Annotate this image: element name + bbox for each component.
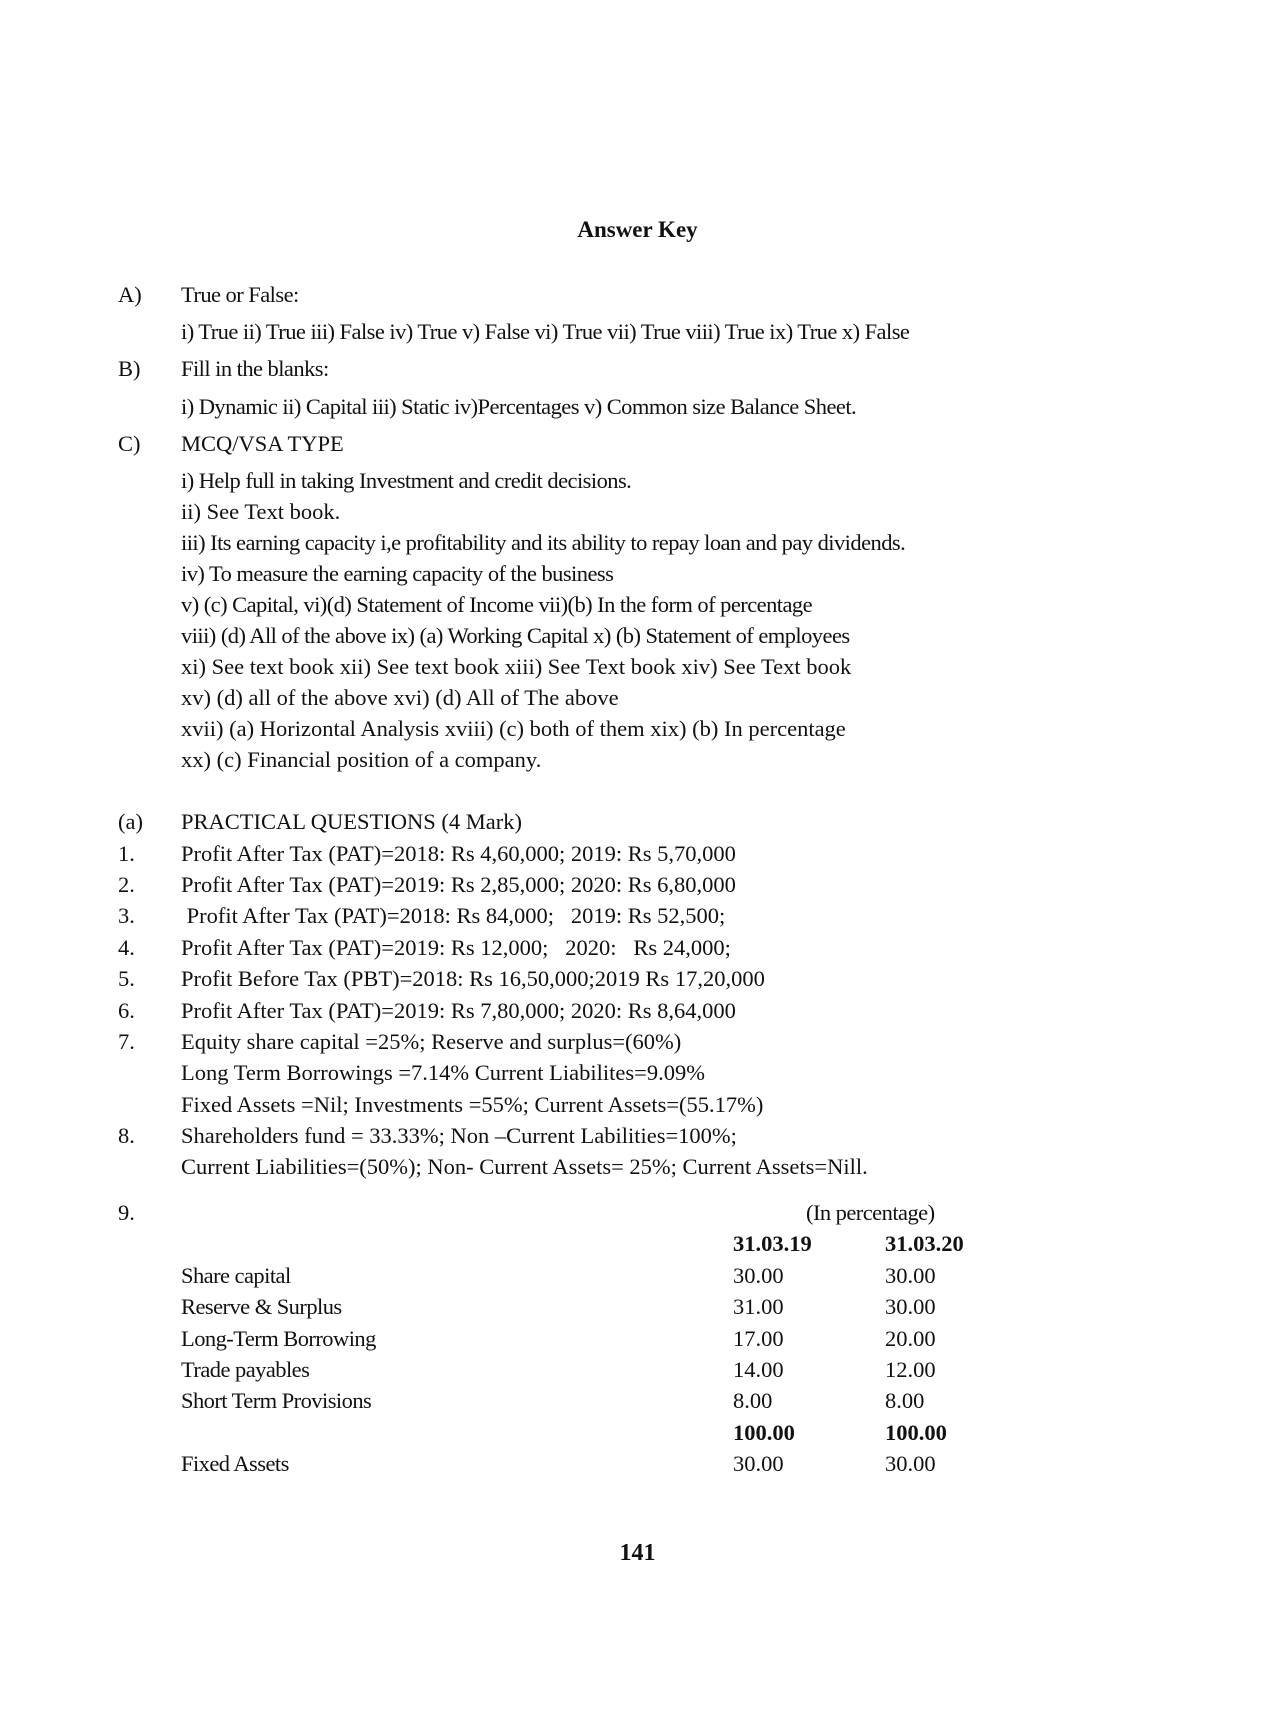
section-c-line: xv) (d) all of the above xvi) (d) All of The above — [181, 685, 619, 710]
q9-row-value: 8.00 — [733, 1388, 773, 1413]
section-c-line: viii) (d) All of the above ix) (a) Working Capital x) (b) Statement of employees — [181, 623, 850, 648]
practical-item-text: Profit After Tax (PAT)=2019: Rs 7,80,000; 2020: Rs 8,64,000 — [181, 998, 736, 1023]
practical-item-number: 7. — [118, 1029, 135, 1054]
practical-item-text: Shareholders fund = 33.33%; Non –Current Labilities=100%; — [181, 1123, 737, 1148]
q9-total-value: 100.00 — [885, 1420, 947, 1445]
q9-row-label: Fixed Assets — [181, 1451, 289, 1476]
q9-row-label: Reserve & Surplus — [181, 1294, 342, 1319]
q9-row-value: 8.00 — [885, 1388, 925, 1413]
practical-heading: PRACTICAL QUESTIONS (4 Mark) — [181, 809, 523, 834]
q9-row-value: 30.00 — [885, 1294, 936, 1319]
q9-unit-note: (In percentage) — [806, 1200, 935, 1225]
practical-item-number: 1. — [118, 841, 135, 866]
section-c-label: C) — [118, 431, 141, 456]
section-c-line: xi) See text book xii) See text book xiii) See Text book xiv) See Text book — [181, 654, 852, 679]
practical-item-text: Profit After Tax (PAT)=2018: Rs 84,000; 2019: Rs 52,500; — [181, 903, 726, 928]
practical-item-number: 3. — [118, 903, 135, 928]
q9-total-value: 100.00 — [733, 1420, 795, 1445]
q9-row-value: 30.00 — [885, 1263, 936, 1288]
q9-row-value: 30.00 — [733, 1451, 784, 1476]
section-c-line: v) (c) Capital, vi)(d) Statement of Income vii)(b) In the form of percentage — [181, 592, 813, 617]
practical-item-number: 6. — [118, 998, 135, 1023]
q9-row-value: 31.00 — [733, 1294, 784, 1319]
section-c-line: xvii) (a) Horizontal Analysis xviii) (c) both of them xix) (b) In percentage — [181, 716, 846, 741]
section-c-line: i) Help full in taking Investment and credit decisions. — [181, 468, 632, 493]
section-c-heading: MCQ/VSA TYPE — [181, 431, 344, 456]
q9-number: 9. — [118, 1200, 135, 1225]
q9-column-header: 31.03.20 — [885, 1231, 964, 1256]
q9-row-value: 30.00 — [885, 1451, 936, 1476]
practical-item-text: Profit After Tax (PAT)=2019: Rs 2,85,000; 2020: Rs 6,80,000 — [181, 872, 736, 897]
practical-item-text: Fixed Assets =Nil; Investments =55%; Current Assets=(55.17%) — [181, 1092, 764, 1117]
section-c-line: xx) (c) Financial position of a company. — [181, 747, 542, 772]
q9-row-label: Short Term Provisions — [181, 1388, 372, 1413]
q9-row-value: 17.00 — [733, 1326, 784, 1351]
section-b-heading: Fill in the blanks: — [181, 356, 329, 381]
section-c-line: iv) To measure the earning capacity of the business — [181, 561, 614, 586]
practical-item-text: Profit Before Tax (PBT)=2018: Rs 16,50,000;2019 Rs 17,20,000 — [181, 966, 765, 991]
q9-row-label: Trade payables — [181, 1357, 310, 1382]
page-title: Answer Key — [577, 217, 698, 242]
q9-row-label: Share capital — [181, 1263, 291, 1288]
section-a-label: A) — [118, 282, 142, 307]
practical-item-text: Long Term Borrowings =7.14% Current Liabilites=9.09% — [181, 1060, 705, 1085]
practical-item-text: Equity share capital =25%; Reserve and surplus=(60%) — [181, 1029, 682, 1054]
page-number: 141 — [619, 1540, 656, 1566]
practical-item-number: 8. — [118, 1123, 135, 1148]
practical-item-number: 5. — [118, 966, 135, 991]
practical-item-text: Current Liabilities=(50%); Non- Current Assets= 25%; Current Assets=Nill. — [181, 1154, 868, 1179]
q9-row-value: 30.00 — [733, 1263, 784, 1288]
q9-row-value: 14.00 — [733, 1357, 784, 1382]
q9-row-value: 12.00 — [885, 1357, 936, 1382]
section-b-answers: i) Dynamic ii) Capital iii) Static iv)Percentages v) Common size Balance Sheet. — [181, 394, 857, 419]
section-c-line: ii) See Text book. — [181, 499, 341, 524]
practical-item-text: Profit After Tax (PAT)=2019: Rs 12,000; 2020: Rs 24,000; — [181, 935, 731, 960]
practical-item-number: 2. — [118, 872, 135, 897]
q9-row-value: 20.00 — [885, 1326, 936, 1351]
practical-item-number: 4. — [118, 935, 135, 960]
section-c-line: iii) Its earning capacity i,e profitability and its ability to repay loan and pay dividends. — [181, 530, 906, 555]
section-b-label: B) — [118, 356, 141, 381]
q9-row-label: Long-Term Borrowing — [181, 1326, 376, 1351]
section-a-answers: i) True ii) True iii) False iv) True v) False vi) True vii) True viii) True ix) True x) False — [181, 319, 910, 344]
section-a-heading: True or False: — [181, 282, 299, 307]
q9-column-header: 31.03.19 — [733, 1231, 812, 1256]
practical-item-text: Profit After Tax (PAT)=2018: Rs 4,60,000; 2019: Rs 5,70,000 — [181, 841, 736, 866]
practical-label: (a) — [118, 809, 143, 834]
